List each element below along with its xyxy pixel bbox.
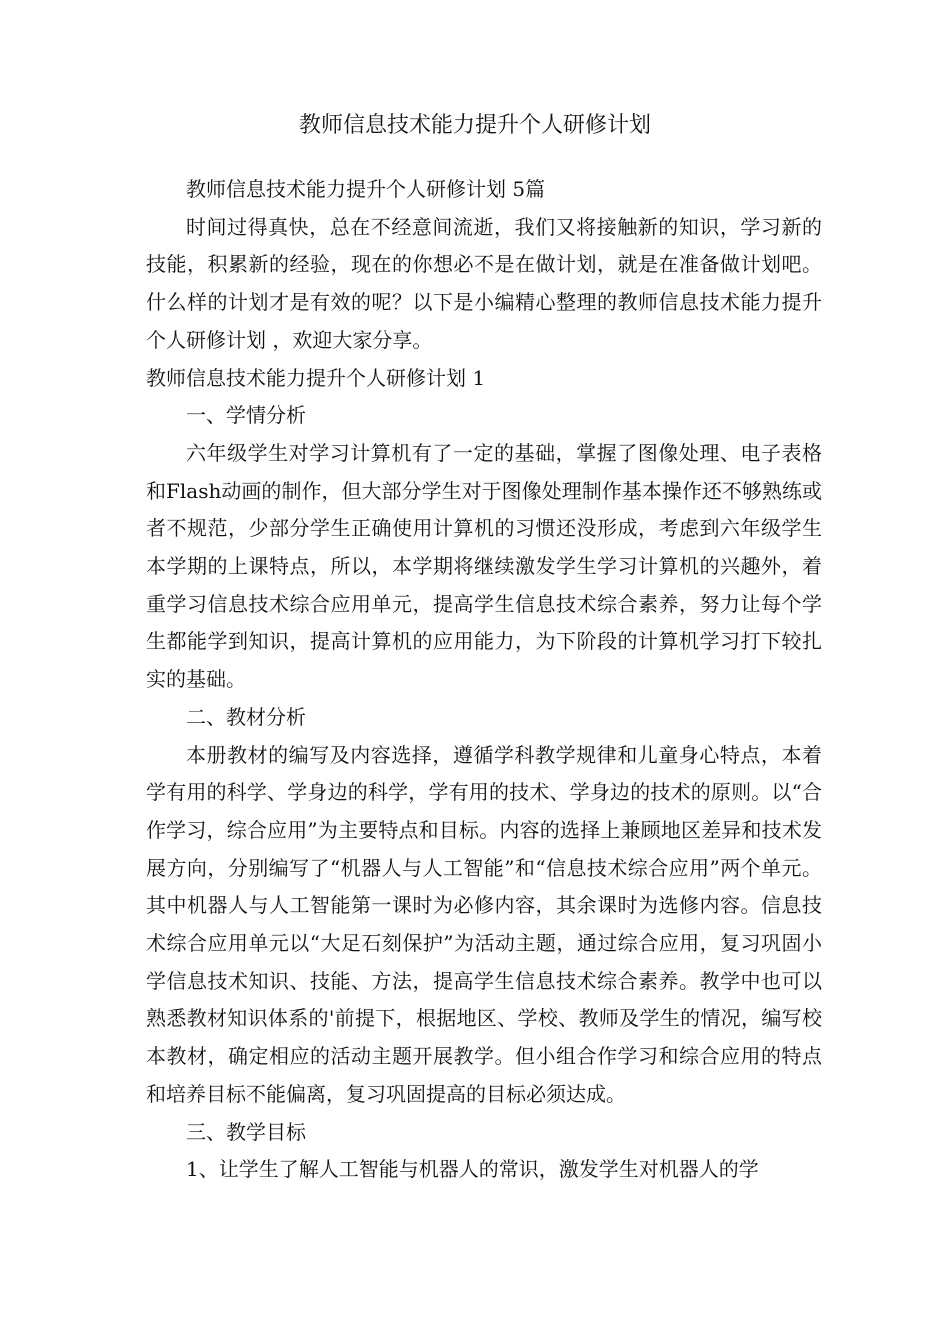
- paragraph-student-analysis: 六年级学生对学习计算机有了一定的基础，掌握了图像处理、电子表格和Flash动画的制作，但大部分学生对于图像处理制作基本操作还不够熟练或者不规范，少部分学生正确使用计算机的习惯还没形成，考虑到六年级学生本学期的上课特点，所以，本学期将继续激发学生学习计算机的兴趣外，着重学习信息技术综合应用单元，提高学生信息技术综合素养，努力让每个学生都能学到知识，提高计算机的应用能力，为下阶段的计算机学习打下较扎实的基础。: [146, 440, 822, 692]
- paragraph-textbook-analysis: 本册教材的编写及内容选择，遵循学科教学规律和儿童身心特点，本着学有用的科学、学身边的科学，学有用的技术、学身边的技术的原则。以“合作学习，综合应用”为主要特点和目标。内容的选择上兼顾地区差异和技术发展方向，分别编写了“机器人与人工智能”和“信息技术综合应用”两个单元。其中机器人与人工智能第一课时为必修内容，其余课时为选修内容。信息技术综合应用单元以“大足石刻保护”为活动主题，通过综合应用，复习巩固小学信息技术知识、技能、方法，提高学生信息技术综合素养。教学中也可以熟悉教材知识体系的'前提下，根据地区、学校、教师及学生的情况，编写校本教材，确定相应的活动主题开展教学。但小组合作学习和综合应用的特点和培养目标不能偏离，复习巩固提高的目标必须达成。: [146, 742, 822, 1106]
- document-body: [146, 171, 822, 1189]
- document-title: 教师信息技术能力提升个人研修计划: [298, 113, 651, 138]
- paragraph-goal-1: 1、让学生了解人工智能与机器人的常识，激发学生对机器人的学: [186, 1157, 759, 1182]
- section-heading-student-analysis: 一、学情分析: [186, 403, 306, 428]
- paragraph-subtitle: 教师信息技术能力提升个人研修计划 5篇: [186, 177, 546, 201]
- section-heading-plan-1: 教师信息技术能力提升个人研修计划 1: [146, 365, 486, 390]
- section-heading-textbook-analysis: 二、教材分析: [186, 704, 306, 729]
- section-heading-teaching-goals: 三、教学目标: [186, 1119, 306, 1144]
- paragraph-intro: 时间过得真快，总在不经意间流逝，我们又将接触新的知识，学习新的技能，积累新的经验，现在的你想必不是在做计划，就是在准备做计划吧。什么样的计划才是有效的呢？以下是小编精心整理的教师信息技术能力提升个人研修计划 ，欢迎大家分享。: [146, 214, 822, 352]
